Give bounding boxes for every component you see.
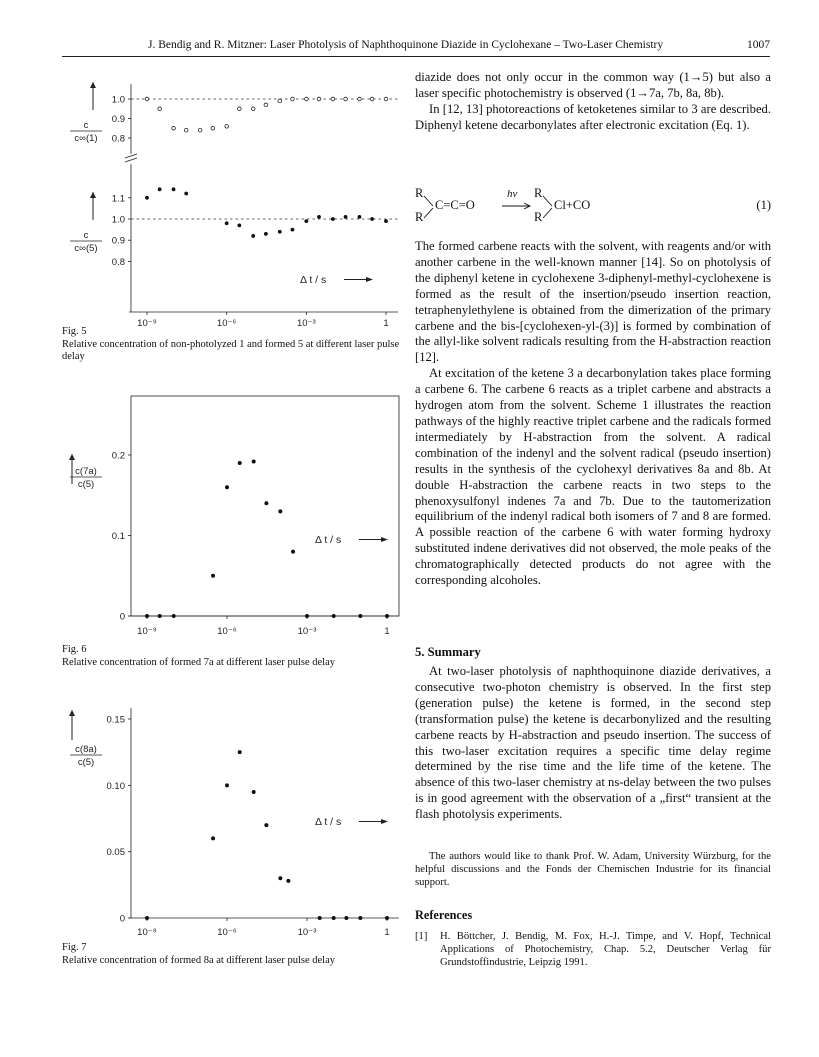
fig5-bottom-ylabel-numerator: c <box>83 230 89 241</box>
eq-r3: R <box>534 186 543 200</box>
running-title: J. Bendig and R. Mitzner: Laser Photolysis of Naphthoquinone Diazide in Cyclohexane – Two-Laser Chemistry <box>148 39 664 51</box>
figure-5 <box>60 66 405 329</box>
fig5-filled-point <box>172 187 176 191</box>
fig6-data-point <box>252 459 256 463</box>
fig7-data-point <box>252 790 256 794</box>
fig5-open-point <box>158 107 162 111</box>
fig7-data-point <box>286 879 290 883</box>
fig5-open-point <box>317 97 321 101</box>
fig6-data-point <box>358 614 362 618</box>
figure-7 <box>60 702 405 942</box>
x-tick-label: 10⁻⁹ <box>137 318 157 329</box>
fig5-open-point <box>264 103 268 107</box>
fig5-filled-point <box>278 230 282 234</box>
fig5-filled-point <box>225 221 229 225</box>
page-number: 1007 <box>747 39 770 51</box>
eq-reaction-arrow <box>502 201 532 211</box>
fig5-filled-point <box>291 228 295 232</box>
fig5-bottom-up-arrow-head <box>90 192 96 198</box>
fig5-open-point <box>331 97 335 101</box>
fig6-ylabel-numerator: c(7a) <box>75 466 97 477</box>
paragraph-4: At excitation of the ketene 3 a decarbonylation takes place forming a carbene 6. The carbene 6 reacts as a triplet carbene and abstracts a hydrogen atom from the solvent. Scheme 1 illustrates the reaction pathways of the highly reactive triplet carbene and the radicals formed intermediately by H-abstraction from the solvent. A radical combination of the indenyl and the solvent radical (pseudo insertion) results in the synthesis of the cyclohexyl derivatives 8a and 8b. At double H-abstraction the carbene reacts in two steps to the phenoxysulfonyl indenes 7a and 7b. Due to the tautomerization equilibrium of the indenyl radical both isomers of 7 and 8 are formed. A possible reaction of the carbene 6 with water forming hydroxy substituted indene derivatives did not observed, the mole peaks of the chromatographically detected products do not agree with the corresponding alcoholes. <box>415 366 771 588</box>
figure-5-caption-block <box>62 326 402 364</box>
eq-r4: R <box>534 210 543 224</box>
eq-number: (1) <box>756 198 771 212</box>
fig5-open-point <box>238 107 242 111</box>
figure-7-caption: Relative concentration of formed 8a at different laser pulse delay <box>62 954 335 966</box>
fig6-y-tick-label: 0.2 <box>111 450 125 462</box>
fig5-bottom-y-tick-label: 1.1 <box>111 193 125 205</box>
references-title: References <box>415 908 473 922</box>
eq-right-products: Cl+CO <box>554 198 591 212</box>
eq-left-molecule: C=C=O <box>435 198 475 212</box>
fig5-open-point <box>225 125 229 129</box>
figure-5-label: Fig. 5 <box>62 326 87 337</box>
fig5-dt-arrow-head <box>366 277 373 282</box>
fig5-filled-point <box>384 219 388 223</box>
fig7-plot <box>60 702 405 942</box>
fig5-top-y-tick-label: 0.9 <box>111 114 125 125</box>
fig6-data-point <box>145 614 149 618</box>
fig7-up-arrow-head <box>69 710 75 716</box>
paragraph-3: The formed carbene reacts with the solvent, with reagents and/or with another carbene in the well-known manner [14]. So on photolysis of the diphenyl ketene in cyclohexene 3-diphenyl-methyl-cyclohexene is formed as the result of the insertion/pseudo insertion reaction, tetraphenylethylene is obtained from the dimerization of the primary carbene and the bis-[cyclohexen-yl-(3)] is formed by combination of the allyl-like solvent radicals resulting from the H-abstraction reaction [12]. <box>415 239 771 365</box>
fig6-plot-frame <box>131 396 399 616</box>
section-title-summary: 5. Summary <box>415 645 481 659</box>
fig7-data-point <box>344 916 348 920</box>
fig6-data-point <box>172 614 176 618</box>
fig7-data-point <box>264 823 268 827</box>
fig5-filled-point <box>264 232 268 236</box>
fig6-y-tick-label: 0 <box>119 611 125 623</box>
fig6-dt-arrow-head <box>381 537 388 542</box>
fig6-data-point <box>291 550 295 554</box>
fig7-ylabel-denominator: c(5) <box>77 757 95 768</box>
fig5-filled-point <box>145 196 149 200</box>
fig5-filled-point <box>344 215 348 219</box>
fig5-plot <box>60 66 405 329</box>
body-paragraphs-top <box>415 70 771 134</box>
fig5-filled-point <box>358 215 362 219</box>
reference-text: H. Böttcher, J. Bendig, M. Fox, H.-J. Timpe, and V. Hopf, Technical Applications of Photochemistry, Chap. 5.2, Deutscher Verlag für Grundstoffindustrie, Leipzig 1991. <box>440 931 771 968</box>
fig7-data-point <box>385 916 389 920</box>
fig5-filled-point <box>370 217 374 221</box>
x-tick-label: 10⁻³ <box>297 626 317 637</box>
fig7-data-point <box>211 836 215 840</box>
acknowledgement <box>415 850 771 889</box>
fig7-data-point <box>278 876 282 880</box>
acknowledgement-text: The authors would like to thank Prof. W. Adam, University Würzburg, for the helpful discussions and the Fonds der Chemischen Industrie for its financial support. <box>415 851 771 888</box>
fig5-open-point <box>198 128 202 132</box>
figure-6-caption: Relative concentration of formed 7a at different laser pulse delay <box>62 656 335 668</box>
fig7-dt-arrow-label: Δ t / s <box>315 816 342 828</box>
fig5-dt-arrow-label: Δ t / s <box>300 274 327 286</box>
fig5-open-point <box>344 97 348 101</box>
eq-r1: R <box>415 186 424 200</box>
fig5-top-y-tick-label: 1.0 <box>111 94 125 106</box>
fig6-plot <box>60 392 405 642</box>
eq-hv-label: hν <box>507 188 518 200</box>
figure-7-caption-block <box>62 942 402 967</box>
body-paragraphs-summary <box>415 664 771 823</box>
x-tick-label: 10⁻³ <box>296 318 316 329</box>
body-paragraphs-middle <box>415 239 771 589</box>
fig7-ylabel-numerator: c(8a) <box>75 744 97 755</box>
equation-1 <box>415 186 771 234</box>
x-tick-label: 10⁻⁶ <box>217 626 237 637</box>
fig7-data-point <box>358 916 362 920</box>
x-tick-label: 1 <box>384 927 390 938</box>
fig7-data-point <box>318 916 322 920</box>
fig5-bottom-y-tick-label: 0.8 <box>111 256 125 268</box>
fig6-data-point <box>238 461 242 465</box>
fig6-dt-arrow-label: Δ t / s <box>315 534 342 546</box>
fig7-y-tick-label: 0.10 <box>106 780 125 792</box>
fig5-axis-break-2 <box>125 158 137 162</box>
fig5-top-up-arrow-head <box>90 82 96 88</box>
fig5-filled-point <box>158 187 162 191</box>
fig6-y-tick-label: 0.1 <box>111 531 125 542</box>
fig5-bottom-y-tick-label: 1.0 <box>111 214 125 226</box>
figure-6-label: Fig. 6 <box>62 644 87 655</box>
fig5-open-point <box>211 126 215 130</box>
fig5-filled-point <box>237 223 241 227</box>
fig5-filled-point <box>304 219 308 223</box>
fig7-data-point <box>332 916 336 920</box>
fig6-up-arrow-head <box>69 454 75 460</box>
fig5-open-point <box>291 97 295 101</box>
fig7-y-tick-label: 0.15 <box>106 714 125 726</box>
fig5-bottom-y-tick-label: 0.9 <box>111 235 125 247</box>
fig5-open-point <box>251 107 255 111</box>
fig5-open-point <box>370 97 374 101</box>
fig7-dt-arrow-head <box>381 819 388 824</box>
fig5-top-y-tick-label: 0.8 <box>111 133 125 145</box>
fig5-open-point <box>278 99 282 103</box>
fig5-filled-point <box>251 234 255 238</box>
fig6-data-point <box>278 509 282 513</box>
fig7-y-tick-label: 0 <box>119 913 125 925</box>
fig5-filled-point <box>184 192 188 196</box>
fig5-filled-point <box>331 217 335 221</box>
fig5-open-point <box>145 97 149 101</box>
x-tick-label: 10⁻⁶ <box>217 927 237 938</box>
fig6-data-point <box>225 485 229 489</box>
fig5-bottom-ylabel-denominator: c∞(5) <box>74 243 98 254</box>
x-tick-label: 10⁻⁹ <box>137 927 157 938</box>
running-header <box>62 38 770 57</box>
fig6-data-point <box>332 614 336 618</box>
paragraph-2: In [12, 13] photoreactions of ketoketenes similar to 3 are described. Diphenyl ketene decarbonylates after electronic excitation (Eq. 1). <box>415 101 771 132</box>
x-tick-label: 1 <box>383 318 389 329</box>
fig5-axis-break-1 <box>125 154 137 158</box>
reference-number: [1] <box>415 931 428 942</box>
figure-6 <box>60 392 405 642</box>
fig6-data-point <box>385 614 389 618</box>
fig7-data-point <box>238 750 242 754</box>
fig6-data-point <box>211 574 215 578</box>
figure-5-caption: Relative concentration of non-photolyzed 1 and formed 5 at different laser pulse delay <box>62 338 400 362</box>
fig7-y-tick-label: 0.05 <box>106 847 125 859</box>
fig7-data-point <box>145 916 149 920</box>
paragraph-1: diazide does not only occur in the common way (1→5) but also a laser specific photochemistry is observed (1→7a, 7b, 8a, 8b). <box>415 70 771 100</box>
fig5-open-point <box>172 126 176 130</box>
paragraph-5: At two-laser photolysis of naphthoquinone diazide derivatives, a consecutive two-photon chemistry is observed. In the first step (generation pulse) the ketene is formed, in the second step (transformation pulse) the ketene is decarbonylized and the resulting carbene reacts by H-abstraction and pseudo insertion. The success of this two-laser excitation requires a specific time delay regime determined by the rise time and the life time of the ketene. The absence of this two-laser chemistry at ns-delay between the two pulses is in good agreement with the observation of a „first“ transient at the flash photolysis experiments. <box>415 664 772 822</box>
fig6-ylabel-denominator: c(5) <box>77 479 95 490</box>
figure-7-label: Fig. 7 <box>62 942 87 953</box>
fig5-top-ylabel-numerator: c <box>83 120 89 131</box>
fig6-data-point <box>305 614 309 618</box>
fig5-top-ylabel-denominator: c∞(1) <box>74 133 98 144</box>
x-tick-label: 10⁻⁹ <box>137 626 157 637</box>
fig6-data-point <box>158 614 162 618</box>
eq-r2: R <box>415 210 424 224</box>
fig5-filled-point <box>317 215 321 219</box>
figure-6-caption-block <box>62 644 402 669</box>
reference-item <box>415 930 771 969</box>
x-tick-label: 10⁻³ <box>297 927 317 938</box>
fig5-open-point <box>384 97 388 101</box>
x-tick-label: 10⁻⁶ <box>216 318 237 329</box>
fig5-open-point <box>184 128 188 132</box>
fig5-open-point <box>358 97 362 101</box>
fig6-data-point <box>264 501 268 505</box>
x-tick-label: 1 <box>384 626 390 637</box>
fig5-open-point <box>305 97 309 101</box>
fig7-data-point <box>225 783 229 787</box>
